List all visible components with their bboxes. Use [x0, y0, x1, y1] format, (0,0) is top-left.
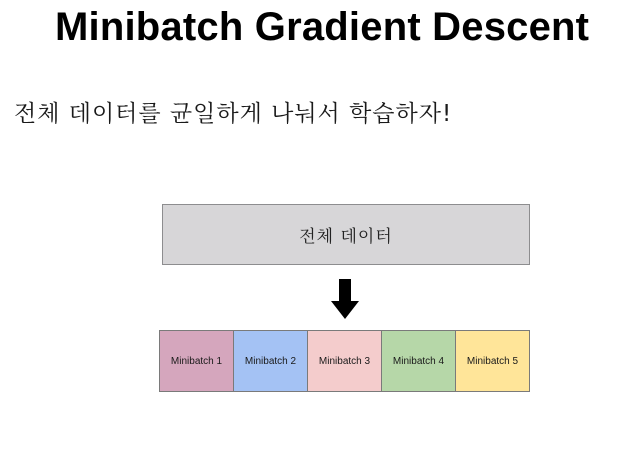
minibatch-cell: [307, 330, 382, 392]
minibatch-cell: [381, 330, 456, 392]
minibatch-cell: [233, 330, 308, 392]
minibatch-row: [159, 330, 530, 392]
minibatch-label: Minibatch 4: [392, 355, 445, 367]
minibatch-cell: [159, 330, 234, 392]
full-data-label: 전체 데이터: [299, 227, 393, 247]
minibatch-label: Minibatch 5: [466, 355, 519, 367]
minibatch-label: Minibatch 3: [318, 355, 371, 367]
slide-title: Minibatch Gradient Descent: [55, 5, 590, 49]
minibatch-cell: [455, 330, 530, 392]
minibatch-label: Minibatch 2: [244, 355, 297, 367]
down-arrow-icon: [331, 279, 359, 319]
slide-subtitle: 전체 데이터를 균일하게 나눠서 학습하자!: [14, 101, 453, 127]
full-data-box: [162, 204, 530, 265]
minibatch-label: Minibatch 1: [170, 355, 223, 367]
